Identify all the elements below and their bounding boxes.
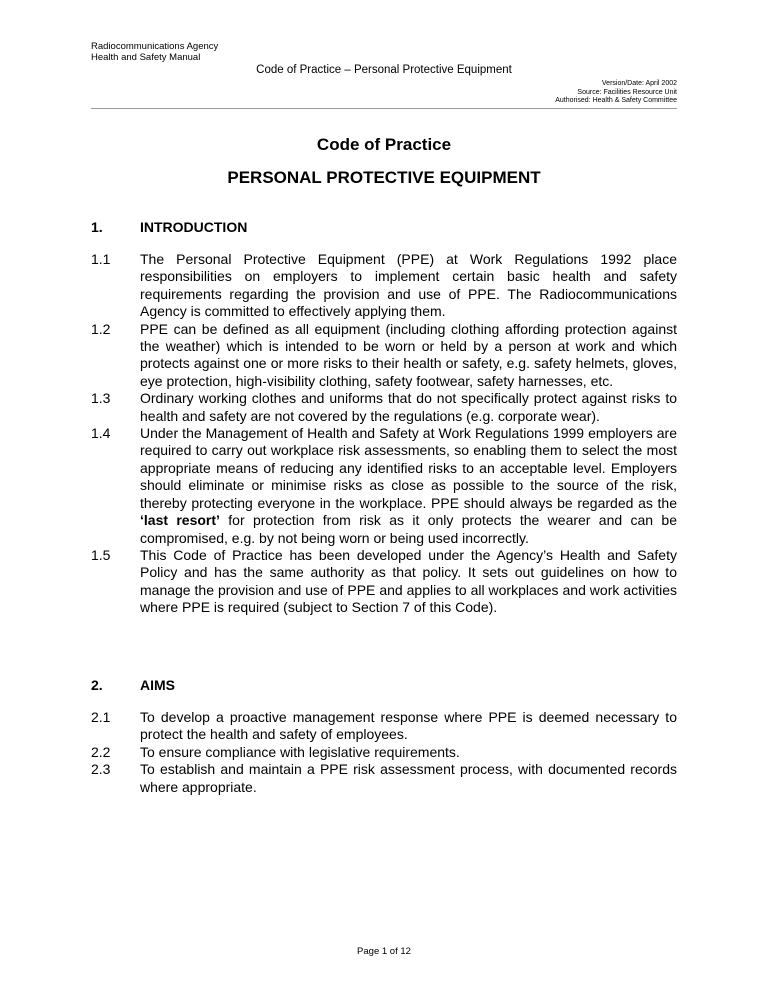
- introduction-items: [0, 251, 768, 617]
- item-number: 2.1: [91, 709, 111, 725]
- item-number: 1.3: [91, 390, 111, 407]
- item-text: To establish and maintain a PPE risk assessment process, with documented records where appropriate.: [140, 761, 677, 795]
- item-text: This Code of Practice has been developed under the Agency’s Health and Safety Policy and has the same authority as that policy. It sets out guidelines on how to manage the provision and use of PPE and applies to all workplaces and work activities where PPE is required (subject to Section 7 of this Code).: [140, 546, 677, 616]
- item-text: Ordinary working clothes and uniforms that do not specifically protect against risks to health and safety are not covered by the regulations (e.g. corporate wear).: [140, 390, 677, 424]
- item-number: 1.1: [91, 251, 111, 267]
- item-text-part: for protection from risk as it only protects the wearer and can be compromised, e.g. by not being worn or being used incorrectly.: [140, 512, 677, 546]
- page-title: Code of Practice: [316, 135, 452, 154]
- list-item: [0, 547, 768, 617]
- item-number: 1.2: [91, 320, 111, 337]
- section-title: AIMS: [140, 677, 175, 693]
- header-doc-title: Code of Practice – Personal Protective Equipment: [256, 64, 512, 76]
- item-number: 1.4: [91, 425, 111, 442]
- section-number: 1.: [91, 219, 103, 235]
- item-text: To develop a proactive management response where PPE is deemed necessary to protect the health and safety of employees.: [140, 709, 677, 743]
- page-number: Page 1 of 12: [357, 946, 411, 957]
- list-item: [0, 744, 768, 761]
- list-item: [0, 390, 768, 425]
- emphasis-last-resort: ‘last resort’: [140, 512, 220, 529]
- item-text: To ensure compliance with legislative requirements.: [140, 743, 460, 760]
- header-org: Radiocommunications Agency: [91, 41, 219, 52]
- header-meta-block: [555, 80, 677, 106]
- list-item: [0, 425, 768, 547]
- item-text-part: Under the Management of Health and Safety at Work Regulations 1999 employers are required to carry out workplace risk assessments, so enabling them to select the most appropriate means of reducing any identified risks to an acceptable level. Employers should eliminate or minimise risks as close as possible to the source of the risk, thereby protecting everyone in the workplace. PPE should always be regarded as the: [140, 425, 677, 511]
- list-item: [0, 761, 768, 796]
- aims-items: [0, 709, 768, 796]
- list-item: [0, 251, 768, 321]
- list-item: [0, 709, 768, 744]
- section-title: INTRODUCTION: [140, 219, 248, 235]
- item-text: PPE can be defined as all equipment (including clothing affording protection against the weather) which is intended to be worn or held by a person at work and which protects against one or more risks to their health or safety, e.g. safety helmets, gloves, eye protection, high-visibility clothing, safety footwear, safety harnesses, etc.: [140, 320, 677, 389]
- section-number: 2.: [91, 677, 103, 693]
- header-manual: Health and Safety Manual: [91, 51, 201, 63]
- header-authorised: Authorised: Health & Safety Committee: [555, 97, 677, 104]
- item-number: 1.5: [91, 546, 111, 563]
- header-org-block: [91, 42, 218, 63]
- item-text: [140, 425, 677, 547]
- header-version: Version/Date: April 2002: [601, 80, 677, 87]
- list-item: [0, 321, 768, 391]
- header-divider: [91, 108, 677, 109]
- item-number: 2.3: [91, 761, 111, 778]
- item-number: 2.2: [91, 743, 111, 760]
- header-source: Source: Facilities Resource Unit: [577, 88, 677, 96]
- item-text: The Personal Protective Equipment (PPE) at Work Regulations 1992 place responsibilities on employers to implement certain basic health and safety requirements regarding the provision and use of PPE. The Radiocommunications Agency is committed to effectively applying them.: [140, 251, 677, 320]
- page-subtitle: PERSONAL PROTECTIVE EQUIPMENT: [227, 168, 541, 187]
